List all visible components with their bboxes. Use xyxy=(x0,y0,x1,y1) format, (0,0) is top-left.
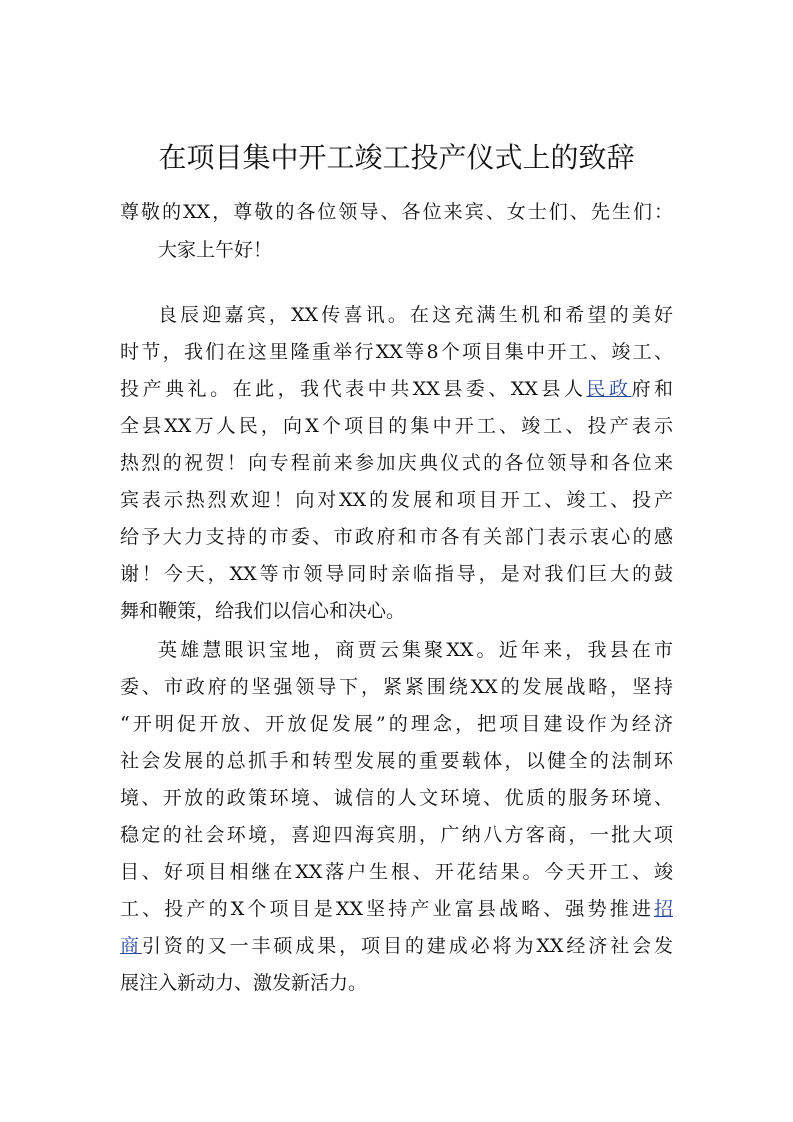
text-line: 境、开放的政策环境、诚信的人文环境、优质的服务环境、 xyxy=(120,787,673,809)
text-line: 全县XX万人民，向X个项目的集中开工、竣工、投产表示 xyxy=(120,415,673,437)
text-line: 给予大力支持的市委、市政府和市各有关部门表示衷心的感 xyxy=(120,526,673,548)
text-line: 时节，我们在这里隆重举行XX等8个项目集中开工、竣工、 xyxy=(120,341,673,363)
text-line xyxy=(120,371,673,408)
text-line: 良辰迎嘉宾，XX传喜讯。在这充满生机和希望的美好 xyxy=(158,304,673,326)
greeting-line: 尊敬的XX，尊敬的各位领导、各位来宾、女士们、先生们： xyxy=(120,201,673,223)
text-line: 舞和鞭策，给我们以信心和决心。 xyxy=(120,600,406,622)
hello-line: 大家上午好！ xyxy=(158,239,273,261)
text-line: 稳定的社会环境，喜迎四海宾朋，广纳八方客商，一批大项 xyxy=(120,824,673,846)
text-line: 目、好项目相继在XX落户生根、开花结果。今天开工、竣 xyxy=(120,861,673,883)
text-line xyxy=(120,891,673,928)
text-line xyxy=(120,928,673,965)
text-segment: 工、投产的X个项目是XX坚持产业富县战略、强势推进 xyxy=(120,898,654,920)
text-line: 委、市政府的坚强领导下，紧紧围绕XX的发展战略，坚持 xyxy=(120,676,673,698)
text-line: “开明促开放、开放促发展”的理念，把项目建设作为经济 xyxy=(120,713,673,735)
text-segment: 府和 xyxy=(631,378,673,400)
hyperlink-zhaoshang[interactable]: 商 xyxy=(120,935,142,957)
text-line: 展注入新动力、激发新活力。 xyxy=(120,972,368,994)
text-segment: 投产典礼。在此，我代表中共XX县委、XX县人 xyxy=(120,378,587,400)
hyperlink-zhaoshang[interactable]: 招 xyxy=(653,898,673,920)
text-line: 社会发展的总抓手和转型发展的重要载体，以健全的法制环 xyxy=(120,750,673,772)
text-line: 宾表示热烈欢迎！向对XX的发展和项目开工、竣工、投产 xyxy=(120,489,673,511)
hyperlink-minzheng[interactable]: 民政 xyxy=(586,378,632,400)
text-line: 热烈的祝贺！向专程前来参加庆典仪式的各位领导和各位来 xyxy=(120,452,673,474)
text-line: 谢！今天，XX等市领导同时亲临指导，是对我们巨大的鼓 xyxy=(120,563,673,585)
document-title: 在项目集中开工竣工投产仪式上的致辞 xyxy=(158,141,635,174)
text-line: 英雄慧眼识宝地，商贾云集聚XX。近年来，我县在市 xyxy=(158,639,673,661)
text-segment: 引资的又一丰硕成果，项目的建成必将为XX经济社会发 xyxy=(141,935,673,957)
